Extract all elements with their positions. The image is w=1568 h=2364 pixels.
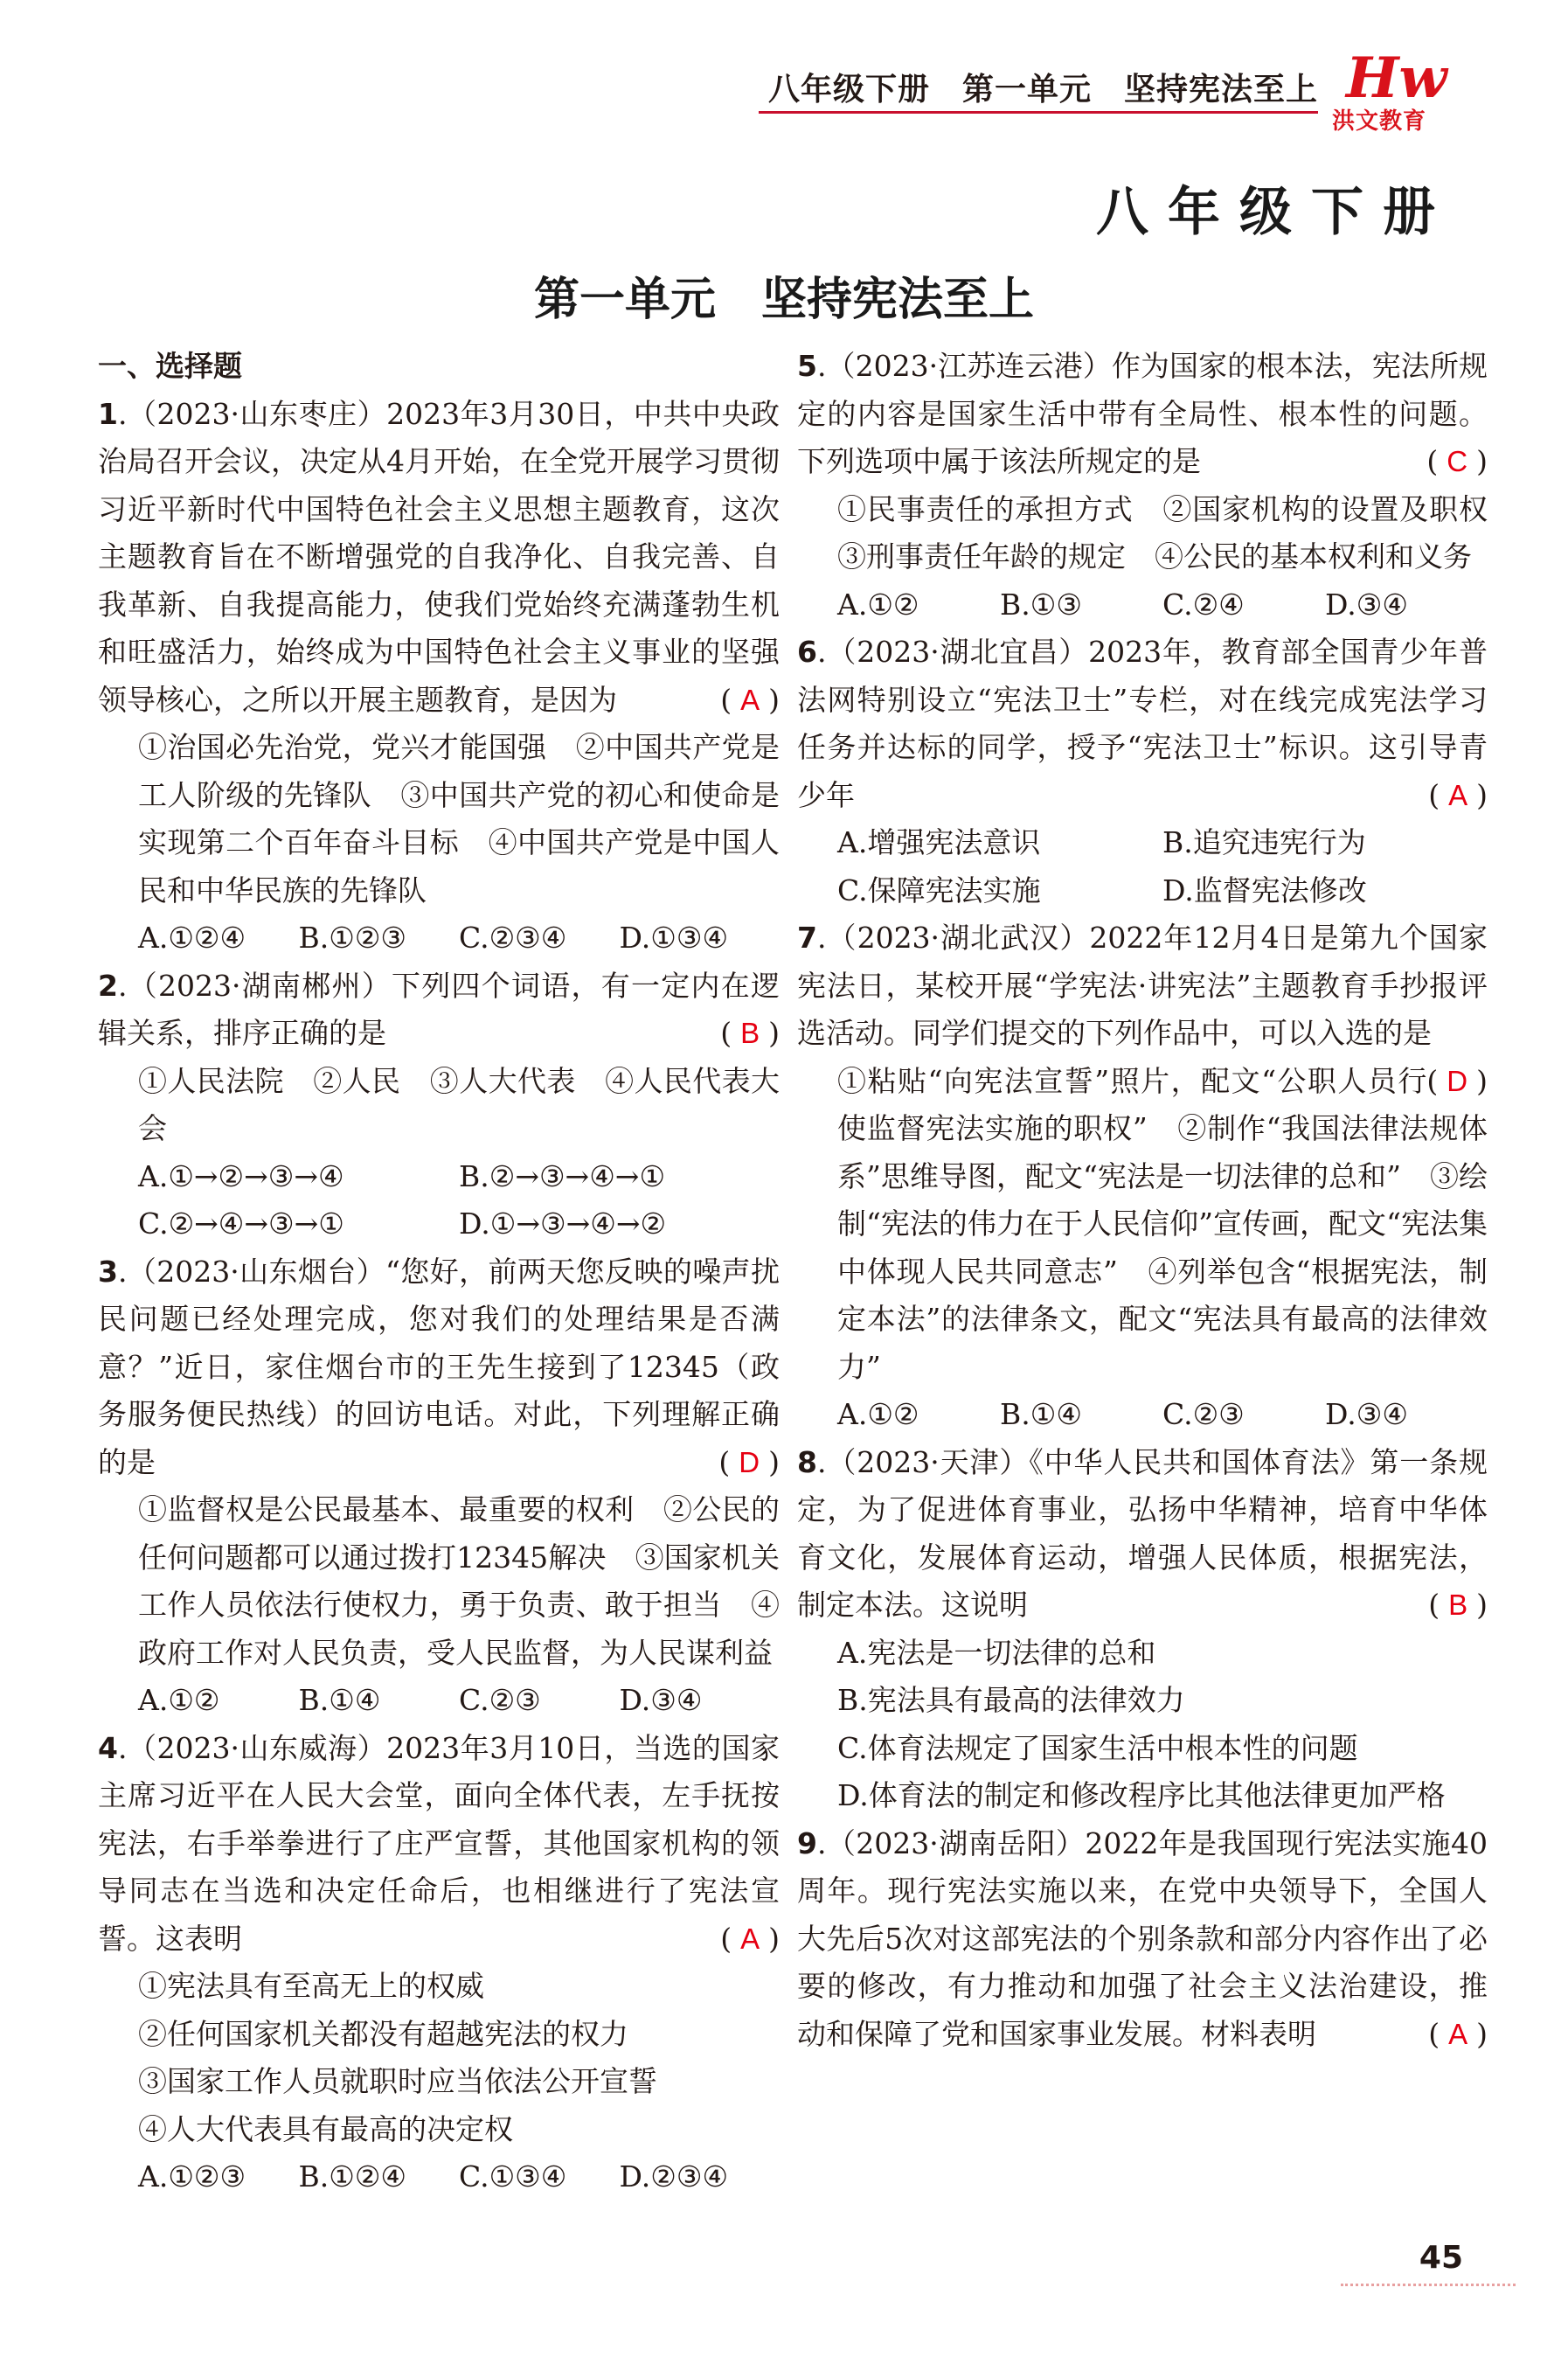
question-text: .（2023·山东威海）2023年3月10日，当选的国家主席习近平在人民大会堂，面向全体代表，左手抚按宪法，右手举拳进行了庄严宣誓，其他国家机构的领导同志在当选和决定任命后，也相继进行了宪法宣誓。这表明 <box>98 1730 780 1956</box>
choice-a: A.宪法是一切法律的总和 <box>837 1635 1156 1670</box>
question-1 <box>98 391 780 963</box>
answer-box: ( A ) <box>1428 2016 1488 2051</box>
choice-b: B.①②④ <box>298 2159 406 2194</box>
question-stem <box>797 1820 1488 2059</box>
choice-a: A.①② <box>837 587 919 622</box>
question-text: .（2023·湖北宜昌）2023年，教育部全国青少年普法网特别设立“宪法卫士”专栏，对在线完成宪法学习任务并达标的同学，授予“宪法卫士”标识。这引导青少年 <box>797 635 1488 812</box>
question-number: 3 <box>98 1254 118 1289</box>
choice-b: B.①③ <box>1000 587 1082 622</box>
running-header <box>610 45 1484 135</box>
choice-d: D.①③④ <box>619 921 729 955</box>
question-text: .（2023·江苏连云港）作为国家的根本法，宪法所规定的内容是国家生活中带有全局性、根本性的问题。下列选项中属于该法所规定的是 <box>797 349 1488 478</box>
statements: ①民事责任的承担方式 ②国家机构的设置及职权 ③刑事责任年龄的规定 ④公民的基本权利和义务 <box>837 491 1516 574</box>
answer-letter: C <box>1447 445 1468 477</box>
statements: ①监督权是公民最基本、最重要的权利 ②公民的任何问题都可以通过拨打12345解决 ③国家机关工作人员依法行使权力，勇于负责、敢于担当 ④政府工作对人民负责，受人民监督，为人民谋利益 <box>138 1492 780 1670</box>
choice-d: D.③④ <box>1325 1397 1408 1431</box>
question-stem <box>98 1248 780 1487</box>
question-stem <box>98 963 780 1058</box>
answer-letter: A <box>1448 2017 1468 2050</box>
choice-c: C.②③④ <box>459 921 567 955</box>
question-4 <box>98 1725 780 2201</box>
question-number: 6 <box>797 635 817 669</box>
answer-box: ( B ) <box>720 1016 780 1050</box>
answer-box: ( A ) <box>720 682 780 717</box>
statements: ①粘贴“向宪法宣誓”照片，配文“公职人员行使监督宪法实施的职权” ②制作“我国法律法规体系”思维导图，配文“宪法是一切法律的总和” ③绘制“宪法的伟力在于人民信仰”宣传画，配文“宪法集中体现人民共同意志” ④列举包含“根据宪法，制定本法”的法律条文，配文“宪法具有最高的法律效力” <box>837 1063 1488 1384</box>
choice-c: C.②→④→③→① <box>138 1206 344 1241</box>
question-stem <box>797 914 1488 1098</box>
statement-4: ④人大代表具有最高的决定权 <box>138 2111 513 2146</box>
choice-c: C.保障宪法实施 <box>837 873 1041 907</box>
question-stem <box>797 1439 1488 1630</box>
statements: ①治国必先治党，党兴才能国强 ②中国共产党是工人阶级的先锋队 ③中国共产党的初心和使命是实现第二个百年奋斗目标 ④中国共产党是中国人民和中华民族的先锋队 <box>138 730 780 907</box>
question-3 <box>98 1248 780 1725</box>
choice-b: B.①④ <box>1000 1397 1082 1431</box>
choice-d: D.③④ <box>1325 587 1408 622</box>
header-rule <box>759 111 1318 114</box>
choices <box>797 581 1488 629</box>
question-stem <box>797 629 1488 819</box>
choices <box>797 819 1488 914</box>
section-title: 一、选择题 <box>98 349 242 383</box>
question-stem <box>98 1725 780 1964</box>
answer-letter: B <box>1448 1589 1468 1621</box>
choice-d: D.③④ <box>619 1683 703 1717</box>
answer-box: ( A ) <box>1428 777 1488 812</box>
question-5 <box>797 343 1516 629</box>
choices <box>98 2153 780 2201</box>
answer-box: ( D ) <box>1426 1063 1488 1098</box>
statement-3: ③国家工作人员就职时应当依法公开宣誓 <box>138 2064 657 2098</box>
question-number: 2 <box>98 968 118 1003</box>
footer-dotted-rule <box>1341 2284 1516 2286</box>
choice-a: A.增强宪法意识 <box>837 825 1041 859</box>
answer-box: ( A ) <box>720 1921 780 1956</box>
choice-c: C.②③ <box>459 1683 541 1717</box>
answer-letter: A <box>1448 778 1468 811</box>
answer-box: ( D ) <box>718 1444 780 1479</box>
choice-a: A.①② <box>837 1397 919 1431</box>
running-title: 八年级下册 第一单元 坚持宪法至上 <box>767 72 1318 108</box>
question-text: .（2023·湖南郴州）下列四个词语，有一定内在逻辑关系，排序正确的是 <box>98 968 780 1050</box>
grade-title: 八年级下册 <box>1096 182 1454 243</box>
question-stem <box>98 391 780 725</box>
answer-letter: A <box>740 1922 760 1955</box>
answer-letter: A <box>740 683 760 716</box>
answer-letter: D <box>739 1445 760 1478</box>
choice-b: B.②→③→④→① <box>459 1158 666 1193</box>
question-text: .（2023·山东枣庄）2023年3月30日，中共中央政治局召开会议，决定从4月开始，在全党开展学习贯彻习近平新时代中国特色社会主义思想主题教育，这次主题教育旨在不断增强党的自我净化、自我完善、自我革新、自我提高能力，使我们党始终充满蓬勃生机和旺盛活力，始终成为中国特色社会主义事业的坚强领导核心，之所以开展主题教育，是因为 <box>98 396 780 717</box>
question-7 <box>797 914 1488 1439</box>
question-2 <box>98 963 780 1248</box>
choice-b: B.①②③ <box>298 921 406 955</box>
choices <box>98 914 780 963</box>
logo-name: 洪文教育 <box>1332 108 1427 135</box>
answer-letter: D <box>1447 1064 1468 1097</box>
choice-c: C.②④ <box>1162 587 1245 622</box>
left-column <box>98 343 780 2201</box>
question-number: 1 <box>98 396 118 431</box>
logo-mark: Hw <box>1346 45 1447 111</box>
choice-b: B.①④ <box>298 1683 381 1717</box>
choice-a: A.①② <box>138 1683 220 1717</box>
question-number: 4 <box>98 1730 118 1765</box>
choice-d: D.监督宪法修改 <box>1162 873 1367 907</box>
question-9 <box>797 1820 1488 2059</box>
question-6 <box>797 629 1488 914</box>
question-8 <box>797 1439 1488 1820</box>
choice-d: D.②③④ <box>619 2159 729 2194</box>
choice-d: D.体育法的制定和修改程序比其他法律更加严格 <box>837 1778 1446 1812</box>
choices <box>98 1153 780 1248</box>
right-column <box>797 343 1516 2058</box>
statement-1: ①宪法具有至高无上的权威 <box>138 1969 484 2003</box>
choice-b: B.追究违宪行为 <box>1162 825 1366 859</box>
page-number: 45 <box>1419 2240 1463 2276</box>
question-text: .（2023·山东烟台）“您好，前两天您反映的噪声扰民问题已经处理完成，您对我们的处理结果是否满意？”近日，家住烟台市的王先生接到了12345（政务服务便民热线）的回访电话。对此，下列理解正确的是 <box>98 1254 780 1479</box>
question-stem <box>797 343 1488 486</box>
question-text: .（2023·湖北武汉）2022年12月4日是第九个国家宪法日，某校开展“学宪法·讲宪法”主题教育手抄报评选活动。同学们提交的下列作品中，可以入选的是 <box>797 921 1488 1050</box>
choice-a: A.①②④ <box>138 921 246 955</box>
question-number: 7 <box>797 921 817 955</box>
choice-a: A.①→②→③→④ <box>138 1158 344 1193</box>
choice-c: C.②③ <box>1162 1397 1245 1431</box>
statement-2: ②任何国家机关都没有超越宪法的权力 <box>138 2016 628 2051</box>
choice-a: A.①②③ <box>138 2159 246 2194</box>
question-number: 9 <box>797 1825 817 1860</box>
question-text: .（2023·湖南岳阳）2022年是我国现行宪法实施40周年。现行宪法实施以来，在党中央领导下，全国人大先后5次对这部宪法的个别条款和部分内容作出了必要的修改，有力推动和加强了社会主义法治建设，推动和保障了党和国家事业发展。材料表明 <box>797 1825 1488 2051</box>
choice-d: D.①→③→④→② <box>459 1206 667 1241</box>
answer-letter: B <box>740 1017 760 1049</box>
question-number: 5 <box>797 349 817 383</box>
unit-title: 第一单元 坚持宪法至上 <box>533 274 1034 326</box>
question-number: 8 <box>797 1444 817 1479</box>
choice-c: C.体育法规定了国家生活中根本性的问题 <box>837 1730 1358 1765</box>
answer-box: ( B ) <box>1428 1588 1488 1622</box>
publisher-logo <box>1327 45 1484 135</box>
question-text: .（2023·天津）《中华人民共和国体育法》第一条规定，为了促进体育事业，弘扬中华精神，培育中华体育文化，发展体育运动，增强人民体质，根据宪法，制定本法。这说明 <box>797 1444 1488 1622</box>
choice-c: C.①③④ <box>459 2159 567 2194</box>
choices <box>797 1391 1488 1439</box>
statements: ①人民法院 ②人民 ③人大代表 ④人民代表大会 <box>138 1063 780 1145</box>
answer-box: ( C ) <box>1426 444 1488 478</box>
choices <box>98 1677 780 1725</box>
choice-b: B.宪法具有最高的法律效力 <box>837 1683 1185 1717</box>
